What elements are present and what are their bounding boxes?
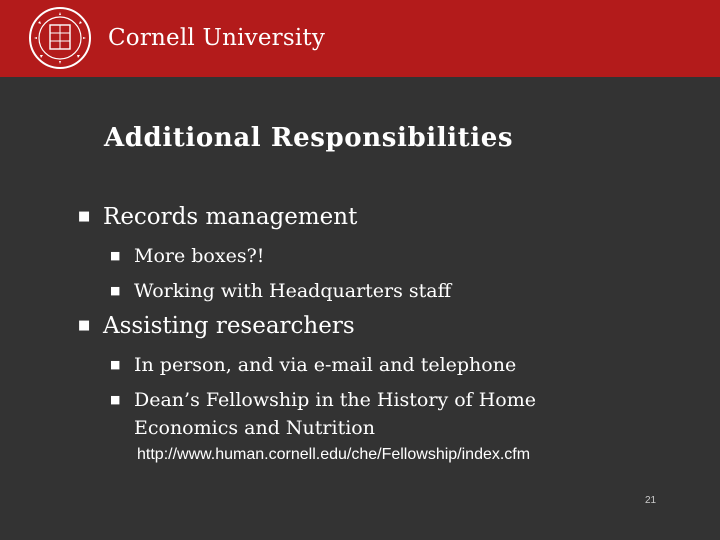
list-item	[110, 245, 264, 267]
fellowship-link[interactable]: http://www.human.cornell.edu/che/Fellowship/index.cfm	[137, 446, 531, 463]
list-item-text: Dean’s Fellowship in the History of Home	[134, 389, 536, 411]
list-item	[110, 280, 451, 302]
list-item-text: Assisting researchers	[103, 313, 355, 339]
square-bullet-icon: ■	[110, 358, 121, 371]
cornell-seal-icon	[28, 6, 92, 70]
list-item-text: Records management	[103, 204, 358, 230]
square-bullet-icon: ■	[110, 249, 121, 262]
brand-wordmark: Cornell University	[108, 25, 326, 51]
list-item	[110, 389, 536, 411]
square-bullet-icon: ■	[78, 318, 91, 333]
square-bullet-icon: ■	[110, 284, 121, 297]
header-bar	[0, 0, 720, 77]
list-item	[78, 313, 355, 339]
list-item-continuation	[110, 417, 375, 439]
square-bullet-icon: ■	[110, 393, 121, 406]
slide-title: Additional Responsibilities	[104, 123, 514, 153]
list-item	[78, 204, 357, 230]
list-item	[110, 354, 516, 376]
list-item-text: More boxes?!	[134, 245, 265, 267]
list-item-text: Working with Headquarters staff	[134, 280, 452, 302]
list-item-text: Economics and Nutrition	[134, 417, 375, 439]
page-number: 21	[645, 495, 657, 506]
square-bullet-icon: ■	[78, 209, 91, 224]
list-item-text: In person, and via e-mail and telephone	[134, 354, 517, 376]
